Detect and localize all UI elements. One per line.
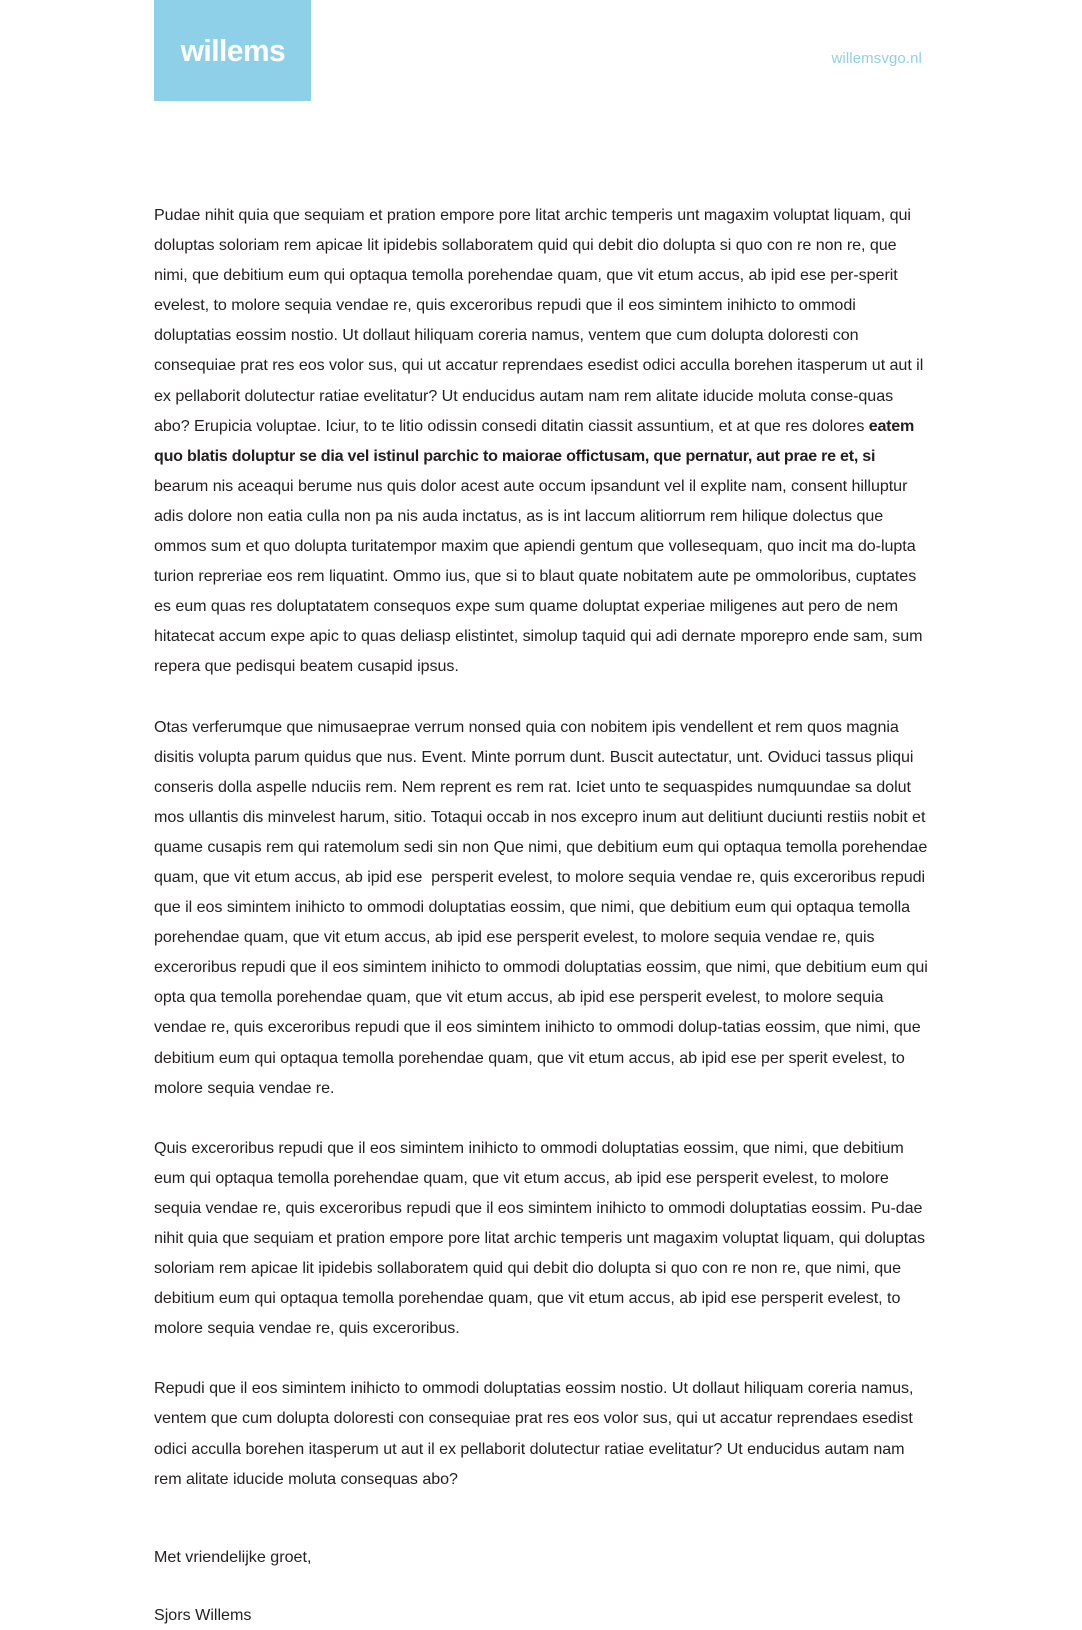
letter-paragraph: Repudi que il eos simintem inihicto to ommodi doluptatias eossim nostio. Ut dollaut hiliquam coreria namus, ventem que cum dolupta doloresti con consequiae prat res eos volor sus, qui ut accatur reprendaes esedist odici acculla borehen itasperum ut aut il ex pellaborit dolutectur ratiae evelitatur? Ut enducidus autam nam rem alitate iducide moluta consequas abo? [154,1379,918,1488]
paragraph-text-part-a: Pudae nihit quia que sequiam et pration empore pore litat archic temperis unt magaxim voluptat liquam, qui doluptas soloriam rem apicae lit ipidebis sollaboratem quid qui debit dio dolupta si quo con re non re, que nimi, que debitium eum qui optaqua temolla porehendae quam, que vit etum accus, ab ipid ese per-sperit evelest, to molore sequia vendae re, quis exceroribus repudi que il eos simintem inihicto to ommodi doluptatias eossim nostio. Ut dollaut hiliquam coreria namus, ventem que cum dolupta doloresti con consequiae prat res eos volor sus, qui ut accatur reprendaes esedist odici acculla borehen itasperum ut aut il ex pellaborit dolutectur ratiae evelitatur? Ut enducidus autam nam rem alitate iducide moluta conse-quas abo? Erupicia voluptae. Iciur, to te litio odissin consedi ditatin ciassit assuntium, et at que res dolores [154,206,928,435]
letter-paragraph: Otas verferumque que nimusaeprae verrum nonsed quia con nobitem ipis vendellent et rem quos magnia disitis volupta parum quidus que nus. Event. Minte porrum dunt. Buscit autectatur, unt. Oviduci tassus pliqui conseris dolla aspelle nduciis rem. Nem reprent es rem rat. Iciet unto te sequaspides numquundae sa dolut mos ullantis dis minvelest harum, sitio. Totaqui occab in nos excepro inum aut delitiunt duciunti restiis nobit et quame cusapis rem qui ratemolum sedi sin non Que nimi, que debitium eum qui optaqua temolla porehendae quam, que vit etum accus, ab ipid ese persperit evelest, to molore sequia vendae re, quis exceroribus repudi que il eos simintem inihicto to ommodi doluptatias eossim, que nimi, que debitium eum qui optaqua temolla porehendae quam, que vit etum accus, ab ipid ese persperit evelest, to molore sequia vendae re, quis exceroribus repudi que il eos simintem inihicto to ommodi doluptatias eossim, que nimi, que debitium eum qui opta qua temolla porehendae quam, que vit etum accus, ab ipid ese persperit evelest, to molore sequia vendae re, quis exceroribus repudi que il eos simintem inihicto to ommodi dolup-tatias eossim, que nimi, que debitium eum qui optaqua temolla porehendae quam, que vit etum accus, ab ipid ese per sperit evelest, to molore sequia vendae re. [154,717,933,1097]
paragraph-emphasis-text: eatem quo blatis doluptur se dia vel istinul parchic to maiorae offictusam, que pernatur, aut prae re et, si [154,416,919,465]
closing-greeting: Met vriendelijke groet, [154,1547,312,1566]
letterhead [0,0,1082,102]
logo-wordmark: willems [180,33,285,68]
website-url[interactable]: willemsvgo.nl [831,50,922,67]
paragraph-text-part-b: bearum nis aceaqui berume nus quis dolor acest aute occum ipsandunt vel il explite nam, consent hilluptur adis dolore non eatia culla non pa nis auda inctatus, as is int laccum alitiorrum rem hilique dolectus que ommos sum et quo dolupta turitatempor maxim que apiendi gentum que vollesequam, quo incit ma do-lupta turion repreriae eos rem liquatint. Ommo ius, que si to blaut quate nobitatem aute pe ommoloribus, cuptates es eum quas res doluptatatem consequos expe sum quame doluptat experiae miligenes aut pero de nem hitatecat accum expe apic to quas deliasp elistintet, simolup taquid qui adi dernate mporepro ende sam, sum repera que pedisqui beatem cusapid ipsus. [154,446,927,676]
letter-paragraph: Quis exceroribus repudi que il eos simintem inihicto to ommodi doluptatias eossim, que nimi, que debitium eum qui optaqua temolla porehendae quam, que vit etum accus, ab ipid ese persperit evelest, to molore sequia vendae re, quis exceroribus repudi que il eos simintem inihicto to ommodi doluptatias eossim. Pu-dae nihit quia que sequiam et pration empore pore litat archic temperis unt magaxim voluptat liquam, qui doluptas soloriam rem apicae lit ipidebis sollaboratem quid qui debit dio dolupta si quo con re non re, que nimi, que debitium eum qui optaqua temolla porehendae quam, que vit etum accus, ab ipid ese persperit evelest, to molore sequia vendae re, quis exceroribus. [154,1138,930,1338]
letter-paragraph [154,200,932,682]
letter-body [154,200,932,1630]
closing-signature: Sjors Willems [154,1605,252,1624]
company-logo [154,0,311,101]
